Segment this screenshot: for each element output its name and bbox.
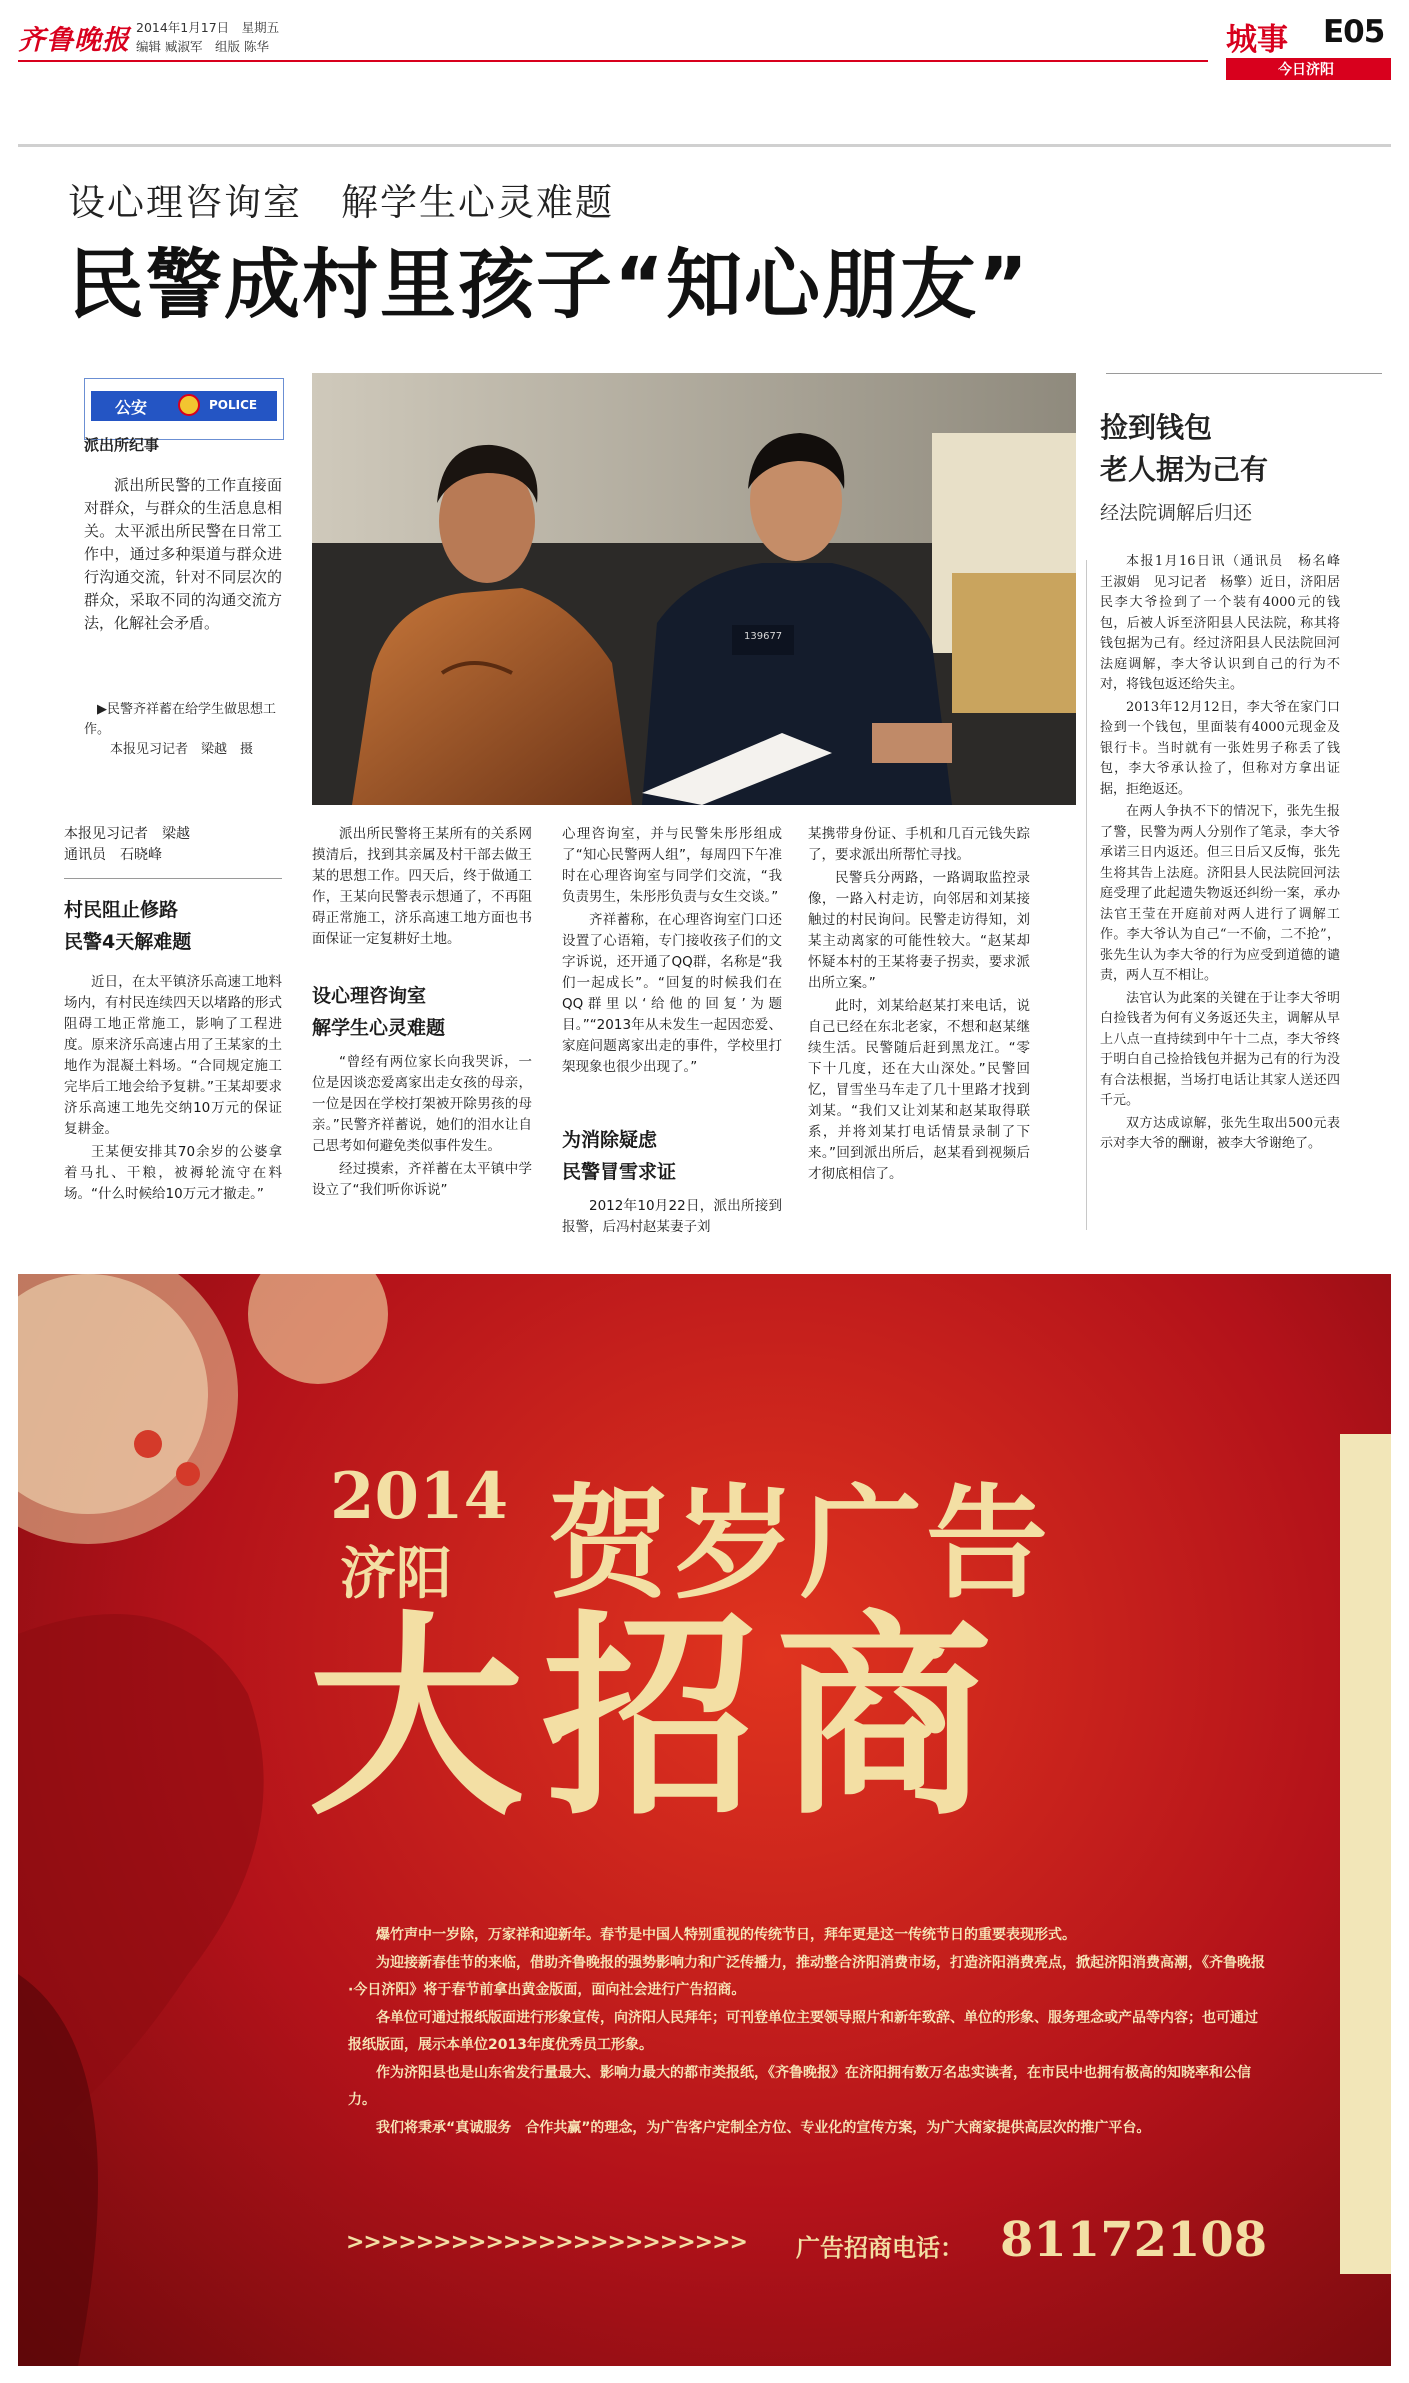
side-article-body bbox=[1100, 552, 1354, 1157]
police-badge bbox=[84, 378, 284, 440]
subhead-line: 为消除疑虑 bbox=[562, 1129, 658, 1151]
body-paragraph: 经过摸索，齐祥蓄在太平镇中学设立了“我们听你诉说” bbox=[312, 1161, 532, 1198]
side-column-divider bbox=[1086, 560, 1087, 1230]
headline: 民警成村里孩子“知心朋友” bbox=[68, 240, 1030, 329]
ad-body bbox=[348, 1922, 1266, 2142]
column-4-body bbox=[808, 824, 1030, 1187]
side-paragraph: 双方达成谅解，张先生取出500元表示对李大爷的酬谢，被李大爷谢绝了。 bbox=[1100, 1115, 1340, 1151]
ad-phone-number: 81172108 bbox=[1000, 2212, 1268, 2268]
byline-correspondent: 通讯员 石晓峰 bbox=[64, 847, 162, 863]
ad-place: 济阳 bbox=[340, 1542, 452, 1607]
section-name: 城事 bbox=[1226, 22, 1288, 58]
side-paragraph: 法官认为此案的关键在于让李大爷明白捡钱者为何有义务返还失主，调解从早上八点一直持续到中午十二点，李大爷终于明白自己捡拾钱包并据为己有的行为没有合法根据，当场打电话让其家人送还四千元。 bbox=[1100, 990, 1340, 1108]
intro-paragraph: 派出所民警的工作直接面对群众，与群众的生活息息相关。太平派出所民警在日常工作中，通过多种渠道与群众进行沟通交流，针对不同层次的群众，采取不同的沟通交流方法，化解社会矛盾。 bbox=[84, 476, 282, 632]
police-emblem-icon bbox=[178, 394, 200, 416]
subhead-line: 民警4天解难题 bbox=[64, 931, 192, 953]
ad-paragraph: 爆竹声中一岁除，万家祥和迎新年。春节是中国人特别重视的传统节日，拜年更是这一传统节日的重要表现形式。 bbox=[376, 1927, 1076, 1943]
ad-paragraph: 作为济阳县也是山东省发行量最大、影响力最大的都市类报纸，《齐鲁晚报》在济阳拥有数万名忠实读者，在市民中也拥有极高的知晓率和公信力。 bbox=[348, 2064, 1251, 2108]
side-headline-2: 老人据为己有 bbox=[1100, 453, 1269, 486]
caption-text: ▶民警齐祥蓄在给学生做思想工作。 bbox=[84, 702, 276, 737]
body-paragraph: 某携带身份证、手机和几百元钱失踪了，要求派出所帮忙寻找。 bbox=[808, 826, 1030, 863]
masthead-rule bbox=[18, 60, 1208, 62]
edition-name: 今日济阳 bbox=[1278, 62, 1334, 78]
side-paragraph: 本报1月16日讯（通讯员 杨名峰 王淑娟 见习记者 杨擎）近日，济阳居民李大爷捡到了一个装有4000元的钱包，后被人诉至济阳县人民法院，称其将钱包据为己有。经过济阳县人民法院回河法庭调解，李大爷认识到自己的行为不对，将钱包返还给失主。 bbox=[1100, 554, 1354, 692]
ad-big-title: 大招商 bbox=[308, 1593, 1011, 1844]
body-paragraph: 2012年10月22日，派出所接到报警，后冯村赵某妻子刘 bbox=[562, 1198, 782, 1235]
column-name: 派出所纪事 bbox=[84, 436, 160, 454]
body-paragraph: 齐祥蓄称，在心理咨询室门口还设置了心语箱，专门接收孩子们的文字诉说，还开通了QQ群，名称是“我们一起成长”。“回复的时候我们在QQ群里以‘给他的回复’为题目。”“2013年从未发生一起因恋爱、家庭问题离家出走的事件，学校里打架现象也很少出现了。” bbox=[562, 912, 782, 1075]
column-2-body-b bbox=[312, 1052, 532, 1203]
column-3-body bbox=[562, 824, 782, 1080]
byline bbox=[64, 824, 190, 866]
page-number: E05 bbox=[1323, 14, 1385, 50]
side-article-rule bbox=[1106, 373, 1382, 374]
ad-paragraph: 我们将秉承“真诚服务 合作共赢”的理念，为广告客户定制全方位、专业化的宣传方案，为广大商家提供高层次的推广平台。 bbox=[376, 2119, 1151, 2136]
header-rule bbox=[18, 144, 1391, 147]
body-paragraph: 王某便安排其70余岁的公婆拿着马扎、干粮，被褥轮流守在料场。“什么时候给10万元才撤走。” bbox=[64, 1144, 282, 1202]
newspaper-logo: 齐鲁晚报 bbox=[18, 25, 130, 56]
police-badge-left: 公安 bbox=[115, 398, 148, 417]
subhead-line: 设心理咨询室 bbox=[312, 985, 427, 1007]
page-editors: 编辑 臧淑军 组版 陈华 bbox=[136, 39, 269, 54]
body-paragraph: “曾经有两位家长向我哭诉，一位是因谈恋爱离家出走女孩的母亲，一位是因在学校打架被开除男孩的母亲。”民警齐祥蓄说，她们的泪水让自己思考如何避免类似事件发生。 bbox=[312, 1054, 532, 1154]
photo-caption bbox=[84, 700, 282, 760]
article-photo bbox=[312, 373, 1076, 805]
column-3-body-b bbox=[562, 1196, 782, 1240]
issue-date: 2014年1月17日 星期五 bbox=[136, 20, 280, 35]
body-paragraph: 民警兵分两路，一路调取监控录像，一路入村走访，向邻居和刘某接触过的村民询问。民警走访得知，刘某主动离家的可能性较大。“赵某却怀疑本村的王某将妻子拐卖，要求派出所立案。” bbox=[808, 870, 1030, 991]
body-paragraph: 心理咨询室，并与民警朱彤彤组成了“知心民警两人组”，每周四下午准时在心理咨询室与同学们交流，“我负责男生，朱彤彤负责与女生交谈。” bbox=[562, 826, 782, 905]
police-badge-right: POLICE bbox=[209, 398, 258, 412]
side-headline-1: 捡到钱包 bbox=[1100, 411, 1213, 444]
subhead-block-3 bbox=[562, 1124, 676, 1188]
photo-illustration bbox=[312, 373, 1076, 805]
column-rule bbox=[64, 878, 282, 879]
side-paragraph: 在两人争执不下的情况下，张先生报了警，民警为两人分别作了笔录，李大爷承诺三日内返还。但三日后又反悔，张先生将其告上法庭。济阳县人民法院回河法庭受理了此起遗失物返还纠纷一案，承办法官王莹在开庭前对两人进行了调解工作。李大爷认为自己“一不偷，二不抢”，张先生认为李大爷的行为应受到道德的谴责，两人互不相让。 bbox=[1100, 804, 1340, 983]
subhead-block-1 bbox=[64, 894, 191, 958]
subhead-block-2 bbox=[312, 980, 445, 1044]
subhead-line: 民警冒雪求证 bbox=[562, 1161, 677, 1183]
advertisement bbox=[18, 1274, 1391, 2366]
photo-credit: 本报见习记者 梁越 摄 bbox=[110, 742, 254, 757]
column-1-body bbox=[64, 972, 282, 1207]
kicker: 设心理咨询室 解学生心灵难题 bbox=[68, 181, 614, 224]
intro-text bbox=[84, 474, 282, 637]
subhead-line: 解学生心灵难题 bbox=[312, 1017, 446, 1039]
body-paragraph: 此时，刘某给赵某打来电话，说自己已经在东北老家，不想和赵某继续生活。民警随后赶到黑龙江。“零下十几度，还在大山深处。”民警回忆，冒雪坐马车走了几十里路才找到刘某。“我们又让刘某和赵某取得联系，并将刘某打电话情景录制了下来。”回到派出所后，赵某看到视频后才彻底相信了。 bbox=[808, 998, 1030, 1182]
ad-paragraph: 为迎接新春佳节的来临，借助齐鲁晚报的强势影响力和广泛传播力，推动整合济阳消费市场，打造济阳消费亮点，掀起济阳消费高潮，《齐鲁晚报·今日济阳》将于春节前拿出黄金版面，面向社会进行广告招商。 bbox=[348, 1954, 1265, 1998]
body-paragraph: 近日，在太平镇济乐高速工地料场内，有村民连续四天以堵路的形式阻碍工地正常施工，影响了工程进度。原来济乐高速占用了王某家的土地作为混凝土料场。“合同规定施工完毕后工地会给予复耕。”王某却要求济乐高速工地先交纳10万元的保证复耕金。 bbox=[64, 974, 282, 1137]
ad-year: 2014 bbox=[330, 1459, 509, 1534]
police-number-badge: 139677 bbox=[744, 631, 783, 642]
byline-reporter: 本报见习记者 梁越 bbox=[64, 826, 190, 842]
body-paragraph: 派出所民警将王某所有的关系网摸清后，找到其亲属及村干部去做王某的思想工作。四天后，终于做通工作，王某向民警表示想通了，不再阻碍正常施工，济乐高速工地方面也书面保证一定复耕好土地。 bbox=[312, 826, 532, 947]
ad-arrows: >>>>>>>>>>>>>>>>>>>>>>> bbox=[346, 2230, 747, 2255]
ad-paragraph: 各单位可通过报纸版面进行形象宣传，向济阳人民拜年；可刊登单位主要领导照片和新年致辞、单位的形象、服务理念或产品等内容；也可通过报纸版面，展示本单位2013年度优秀员工形象。 bbox=[348, 2009, 1258, 2053]
subhead-line: 村民阻止修路 bbox=[64, 899, 179, 921]
ad-title: 贺岁广告 bbox=[548, 1473, 1052, 1615]
ad-phone-label: 广告招商电话： bbox=[796, 2234, 964, 2262]
side-paragraph: 2013年12月12日，李大爷在家门口捡到一个钱包，里面装有4000元现金及银行卡。当时就有一张姓男子称丢了钱包，李大爷承认捡了，但称对方拿出证据，拒绝返还。 bbox=[1100, 699, 1340, 797]
column-2-body bbox=[312, 824, 532, 952]
side-subhead: 经法院调解后归还 bbox=[1100, 502, 1253, 524]
